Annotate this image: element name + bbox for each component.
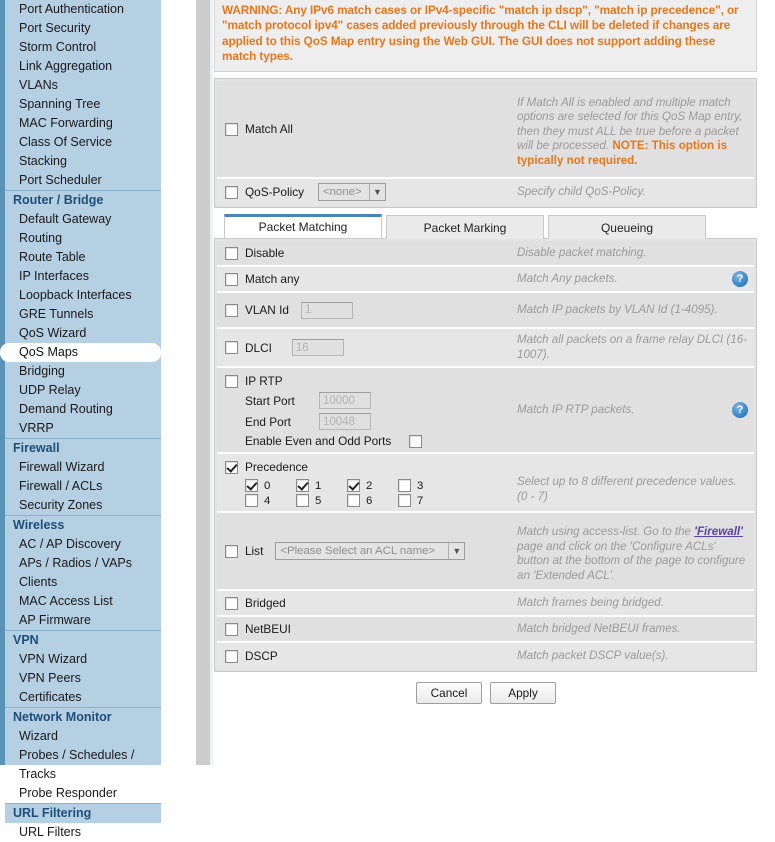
firewall-link[interactable]: 'Firewall' xyxy=(694,525,743,539)
match-all-description xyxy=(517,96,748,169)
sidebar-item-vlans[interactable]: VLANs xyxy=(19,78,58,92)
sidebar-item-probes-schedules[interactable]: Probes / Schedules / xyxy=(19,748,135,762)
top-options-panel xyxy=(214,78,757,208)
vlan-id-checkbox[interactable] xyxy=(225,304,238,317)
help-icon[interactable]: ? xyxy=(732,402,748,418)
precedence-5-label: 5 xyxy=(315,494,322,507)
precedence-1-label: 1 xyxy=(315,479,322,492)
sidebar-item-udp-relay[interactable]: UDP Relay xyxy=(19,383,81,397)
row-bridged xyxy=(217,591,754,617)
sidebar-group-header-firewall: Firewall xyxy=(5,438,161,458)
sidebar-item-port-security[interactable]: Port Security xyxy=(19,21,91,35)
tab-packet-marking[interactable]: Packet Marking xyxy=(386,215,544,239)
match-all-desc-text: If Match All is enabled and multiple match options are selected for this QoS Map entry, then they must ALL be true before a packet will be processed. xyxy=(517,95,743,153)
warning-text: WARNING: Any IPv6 match cases or IPv4-specific "match ip dscp", "match ip precedence", or "match protocol ipv4" cases added previously through the CLI will be deleted if changes are applied to this QoS Map entry using the Web GUI. The GUI does not support adding these match types. xyxy=(222,3,739,63)
chevron-down-icon: ▼ xyxy=(369,184,385,200)
row-disable xyxy=(217,241,754,267)
dlci-description: Match all packets on a frame relay DLCI (16-1007). xyxy=(517,333,748,361)
cancel-button[interactable]: Cancel xyxy=(416,682,482,704)
qos-policy-checkbox[interactable] xyxy=(225,186,238,199)
row-precedence xyxy=(217,454,754,513)
precedence-7-label: 7 xyxy=(417,494,424,507)
bridged-checkbox[interactable] xyxy=(225,597,238,610)
even-odd-label: Enable Even and Odd Ports xyxy=(245,434,392,449)
tab-queueing[interactable]: Queueing xyxy=(548,215,706,239)
sidebar-item-url-filters[interactable]: URL Filters xyxy=(19,825,82,839)
netbeui-description: Match bridged NetBEUI frames. xyxy=(517,622,681,636)
row-vlan-id xyxy=(217,293,754,329)
sidebar-item-clients[interactable]: Clients xyxy=(19,575,58,589)
precedence-3-checkbox[interactable] xyxy=(398,479,411,492)
precedence-cell-2[interactable] xyxy=(347,479,398,492)
match-all-label: Match All xyxy=(245,122,293,137)
vlan-id-input[interactable] xyxy=(301,302,353,319)
sidebar-item-link-aggregation[interactable]: Link Aggregation xyxy=(19,59,113,73)
sidebar-item-demand-routing[interactable]: Demand Routing xyxy=(19,402,113,416)
precedence-4-checkbox[interactable] xyxy=(245,494,258,507)
sidebar-item-ac-ap-discovery[interactable]: AC / AP Discovery xyxy=(19,537,121,551)
sidebar-group-header-vpn: VPN xyxy=(5,630,161,650)
precedence-cell-4[interactable] xyxy=(245,494,296,507)
list-checkbox[interactable] xyxy=(225,545,238,558)
list-label: List xyxy=(245,544,264,559)
packet-matching-panel xyxy=(214,239,757,672)
precedence-cell-5[interactable] xyxy=(296,494,347,507)
sidebar-group-header-wireless: Wireless xyxy=(5,515,161,535)
sidebar-item-storm-control[interactable]: Storm Control xyxy=(19,40,97,54)
sidebar-group xyxy=(5,707,161,803)
end-port-input[interactable] xyxy=(319,413,371,430)
netbeui-label: NetBEUI xyxy=(245,622,291,637)
precedence-3-label: 3 xyxy=(417,479,424,492)
vlan-id-label: VLAN Id xyxy=(245,303,289,318)
qos-policy-label: QoS-Policy xyxy=(245,185,305,200)
precedence-values-grid xyxy=(225,477,449,507)
disable-label: Disable xyxy=(245,246,285,261)
sidebar-group xyxy=(5,515,161,630)
precedence-2-checkbox[interactable] xyxy=(347,479,360,492)
sidebar-item-mac-forwarding[interactable]: MAC Forwarding xyxy=(19,116,113,130)
ip-rtp-checkbox[interactable] xyxy=(225,375,238,388)
precedence-cell-0[interactable] xyxy=(245,479,296,492)
precedence-label: Precedence xyxy=(245,460,308,475)
bridged-label: Bridged xyxy=(245,596,286,611)
sidebar-item-ip-interfaces[interactable]: IP Interfaces xyxy=(19,269,89,283)
precedence-row-top xyxy=(245,479,449,492)
match-any-checkbox[interactable] xyxy=(225,273,238,286)
help-icon[interactable]: ? xyxy=(732,271,748,287)
sidebar-item-qos-wizard[interactable]: QoS Wizard xyxy=(19,326,87,340)
sidebar-item-vpn-wizard[interactable]: VPN Wizard xyxy=(19,652,88,666)
qos-policy-select-value: <none> xyxy=(323,186,362,199)
sidebar-group-header-router-bridge: Router / Bridge xyxy=(5,190,161,210)
tab-bar xyxy=(214,214,757,239)
sidebar-group xyxy=(5,630,161,707)
start-port-label: Start Port xyxy=(245,393,295,408)
precedence-cell-3[interactable] xyxy=(398,479,449,492)
chevron-down-icon: ▼ xyxy=(448,543,464,559)
row-match-any xyxy=(217,267,754,293)
row-netbeui xyxy=(217,617,754,643)
netbeui-checkbox[interactable] xyxy=(225,623,238,636)
precedence-5-checkbox[interactable] xyxy=(296,494,309,507)
sidebar-group-header-url-filtering: URL Filtering xyxy=(5,803,161,823)
dscp-label: DSCP xyxy=(245,649,278,664)
list-description xyxy=(517,525,748,583)
precedence-cell-7[interactable] xyxy=(398,494,449,507)
precedence-6-checkbox[interactable] xyxy=(347,494,360,507)
bridged-description: Match frames being bridged. xyxy=(517,596,664,610)
sidebar-item-security-zones[interactable]: Security Zones xyxy=(19,498,103,512)
main-content xyxy=(213,0,759,765)
sidebar-item-ap-firmware[interactable]: AP Firmware xyxy=(19,613,92,627)
sidebar-item-spanning-tree[interactable]: Spanning Tree xyxy=(19,97,101,111)
disable-description: Disable packet matching. xyxy=(517,245,647,259)
precedence-0-label: 0 xyxy=(264,479,271,492)
precedence-7-checkbox[interactable] xyxy=(398,494,411,507)
sidebar-group xyxy=(5,190,161,438)
sidebar-item-vpn-peers[interactable]: VPN Peers xyxy=(19,671,81,685)
match-any-description: Match Any packets. xyxy=(517,271,618,285)
match-all-note: NOTE: This option is typically not required. xyxy=(517,139,728,168)
sidebar-group xyxy=(5,438,161,515)
start-port-input[interactable] xyxy=(319,392,371,409)
row-list xyxy=(217,513,754,591)
precedence-row-bottom xyxy=(245,494,449,507)
dlci-label: DLCI xyxy=(245,340,272,355)
sidebar-item-bridging[interactable]: Bridging xyxy=(19,364,65,378)
precedence-4-label: 4 xyxy=(264,494,271,507)
precedence-1-checkbox[interactable] xyxy=(296,479,309,492)
sidebar-item-probe-responder[interactable]: Probe Responder xyxy=(19,786,117,800)
ip-rtp-end-port-row xyxy=(225,413,371,430)
acl-name-select-value: <Please Select an ACL name> xyxy=(280,545,436,558)
ip-rtp-even-odd-row xyxy=(225,434,422,448)
list-desc-part1: Match using access-list. Go to the xyxy=(517,525,695,539)
sidebar-item-aps-radios-vaps[interactable]: APs / Radios / VAPs xyxy=(19,556,133,570)
sidebar-item-vrrp[interactable]: VRRP xyxy=(19,421,54,435)
sidebar-group xyxy=(5,803,161,842)
sidebar-item-port-scheduler[interactable]: Port Scheduler xyxy=(19,173,102,187)
even-odd-checkbox[interactable] xyxy=(409,435,422,448)
dlci-input[interactable] xyxy=(292,339,344,356)
sidebar-item-certificates[interactable]: Certificates xyxy=(19,690,82,704)
sidebar-item-loopback-interfaces[interactable]: Loopback Interfaces xyxy=(19,288,132,302)
form-button-bar xyxy=(213,682,759,704)
sidebar-item-tracks[interactable]: Tracks xyxy=(19,767,57,781)
sidebar-item-port-authentication[interactable]: Port Authentication xyxy=(19,2,124,16)
row-qos-policy xyxy=(217,179,754,205)
sidebar-item-qos-maps[interactable]: QoS Maps xyxy=(0,343,161,362)
sidebar-gutter xyxy=(161,0,196,765)
precedence-6-label: 6 xyxy=(366,494,373,507)
precedence-cell-6[interactable] xyxy=(347,494,398,507)
sidebar-item-default-gateway[interactable]: Default Gateway xyxy=(19,212,112,226)
sidebar-item-firewall-acls[interactable]: Firewall / ACLs xyxy=(19,479,103,493)
acl-name-select[interactable] xyxy=(275,542,465,560)
sidebar-item-mac-access-list[interactable]: MAC Access List xyxy=(19,594,113,608)
row-ip-rtp xyxy=(217,368,754,454)
page-scrollbar[interactable] xyxy=(196,0,210,765)
row-dlci xyxy=(217,329,754,368)
warning-banner xyxy=(214,0,757,72)
row-match-all xyxy=(217,81,754,179)
disable-checkbox[interactable] xyxy=(225,247,238,260)
apply-button[interactable]: Apply xyxy=(490,682,556,704)
sidebar-item-wizard[interactable]: Wizard xyxy=(19,729,58,743)
precedence-cell-1[interactable] xyxy=(296,479,347,492)
sidebar-group xyxy=(5,0,161,190)
tab-packet-matching[interactable]: Packet Matching xyxy=(224,214,382,238)
sidebar-item-firewall-wizard[interactable]: Firewall Wizard xyxy=(19,460,105,474)
dlci-checkbox[interactable] xyxy=(225,341,238,354)
list-desc-part2: page and click on the 'Configure ACLs' button at the bottom of the page to configure an 'Extended ACL'. xyxy=(517,539,746,582)
precedence-0-checkbox[interactable] xyxy=(245,479,258,492)
sidebar-item-routing[interactable]: Routing xyxy=(19,231,63,245)
precedence-checkbox[interactable] xyxy=(225,461,238,474)
precedence-description: Select up to 8 different precedence values. (0 - 7) xyxy=(517,475,737,503)
qos-policy-select[interactable] xyxy=(318,183,386,201)
ip-rtp-start-port-row xyxy=(225,392,371,409)
precedence-2-label: 2 xyxy=(366,479,373,492)
right-padding xyxy=(759,0,775,765)
sidebar-item-route-table[interactable]: Route Table xyxy=(19,250,86,264)
ip-rtp-label: IP RTP xyxy=(245,374,283,389)
dscp-checkbox[interactable] xyxy=(225,650,238,663)
row-dscp xyxy=(217,643,754,669)
match-all-checkbox[interactable] xyxy=(225,123,238,136)
sidebar-item-stacking[interactable]: Stacking xyxy=(19,154,67,168)
match-any-label: Match any xyxy=(245,272,300,287)
sidebar-group-header-network-monitor: Network Monitor xyxy=(5,707,161,727)
ip-rtp-description: Match IP RTP packets. xyxy=(517,403,635,417)
sidebar xyxy=(0,0,161,839)
sidebar-item-gre-tunnels[interactable]: GRE Tunnels xyxy=(19,307,94,321)
sidebar-item-class-of-service[interactable]: Class Of Service xyxy=(19,135,113,149)
vlan-id-description: Match IP packets by VLAN Id (1-4095). xyxy=(517,302,718,316)
qos-policy-description: Specify child QoS-Policy. xyxy=(517,184,646,198)
dscp-description: Match packet DSCP value(s). xyxy=(517,649,669,663)
end-port-label: End Port xyxy=(245,414,291,429)
